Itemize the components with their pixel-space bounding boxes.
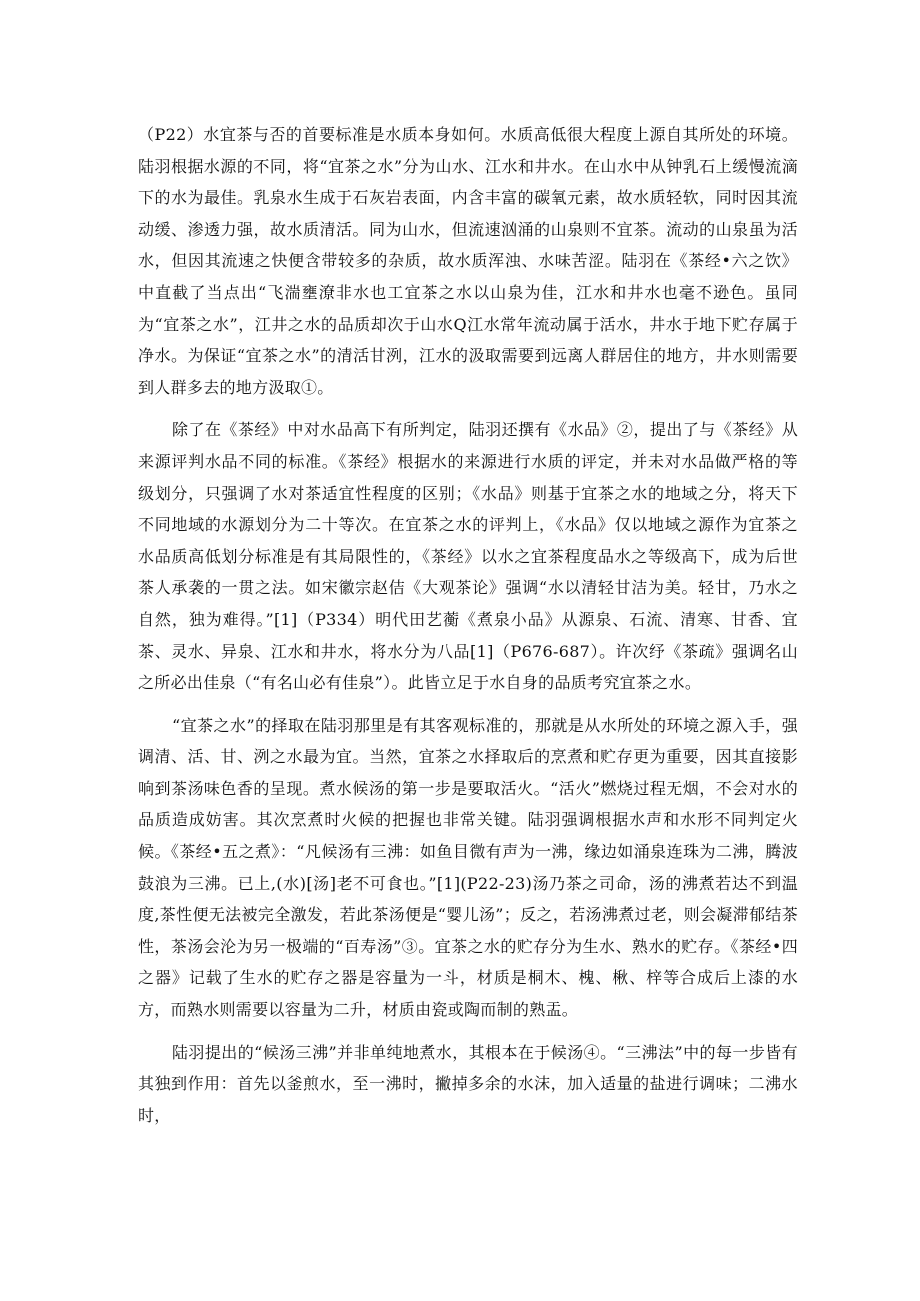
paragraph-water-grading: 除了在《茶经》中对水品高下有所判定，陆羽还撰有《水品》②，提出了与《茶经》从来源评判水品不同的标准。《茶经》根据水的来源进行水质的评定，并未对水品做严格的等级划分，只强调了水对茶适宜性程度的区别；《水品》则基于宜茶之水的地域之分，将天下不同地域的水源划分为二十等次。在宜茶之水的评判上，《水品》仅以地域之源作为宜茶之水品质高低划分标准是有其局限性的，《茶经》以水之宜茶程度品水之等级高下，成为后世茶人承袭的一贯之法。如宋徽宗赵佶《大观茶论》强调“水以清轻甘洁为美。轻甘，乃水之自然，独为难得。”[1]（P334）明代田艺蘅《煮泉小品》从源泉、石流、清寒、甘香、宜茶、灵水、异泉、江水和井水，将水分为八品[1]（P676-687）。许次纾《茶疏》强调名山之所必出佳泉（“有名山必有佳泉”）。此皆立足于水自身的品质考究宜茶之水。 [138, 420, 798, 693]
paragraph-water-quality: （P22）水宜茶与否的首要标准是水质本身如何。水质高低很大程度上源自其所处的环境。陆羽根据水源的不同，将“宜茶之水”分为山水、江水和井水。在山水中从钟乳石上缓慢流滴下的水为最佳。乳泉水生成于石灰岩表面，内含丰富的碳氧元素，故水质轻软，同时因其流动缓、渗透力强，故水质清活。同为山水，但流速汹涌的山泉则不宜茶。流动的山泉虽为活水，但因其流速之快便含带较多的杂质，故水质浑浊、水味苦涩。陆羽在《茶经•六之饮》中直截了当点出“飞湍壅潦非水也工宜茶之水以山泉为佳，江水和井水也毫不逊色。虽同为“宜茶之水”，江井之水的品质却次于山水Q江水常年流动属于活水，井水于地下贮存属于净水。为保证“宜茶之水”的清活甘洌，江水的汲取需要到远离人群居住的地方，井水则需要到人群多去的地方汲取①。 [138, 125, 798, 397]
paragraph-boiling-storage: “宜茶之水”的择取在陆羽那里是有其客观标准的，那就是从水所处的环境之源入手，强调清、活、甘、洌之水最为宜。当然，宜茶之水择取后的烹煮和贮存更为重要，因其直接影响到茶汤味色香的呈现。煮水候汤的第一步是要取活火。“活火”燃烧过程无烟，不会对水的品质造成妨害。其次烹煮时火候的把握也非常关键。陆羽强调根据水声和水形不同判定火候。《茶经•五之煮》：“凡候汤有三沸：如鱼目微有声为一沸，缘边如涌泉连珠为二沸，腾波鼓浪为三沸。已上,(水)[汤]老不可食也。”[1](P22-23)汤乃茶之司命，汤的沸煮若达不到温度,茶性便无法被完全激发，若此茶汤便是“婴儿汤”；反之，若汤沸煮过老，则会凝滞郁结茶性，茶汤会沦为另一极端的“百寿汤”③。宜茶之水的贮存分为生水、熟水的贮存。《茶经•四之器》记载了生水的贮存之器是容量为一斗，材质是桐木、槐、楸、梓等合成后上漆的水方，而熟水则需要以容量为二升，材质由瓷或陶而制的熟盂。 [138, 715, 798, 1020]
paragraph-three-boils: 陆羽提出的“候汤三沸”并非单纯地煮水，其根本在于候汤④。“三沸法”中的每一步皆有其独到作用：首先以釜煎水，至一沸时，撇掉多余的水沫，加入适量的盐进行调味；二沸水时， [138, 1042, 798, 1125]
document-body [138, 119, 798, 1142]
